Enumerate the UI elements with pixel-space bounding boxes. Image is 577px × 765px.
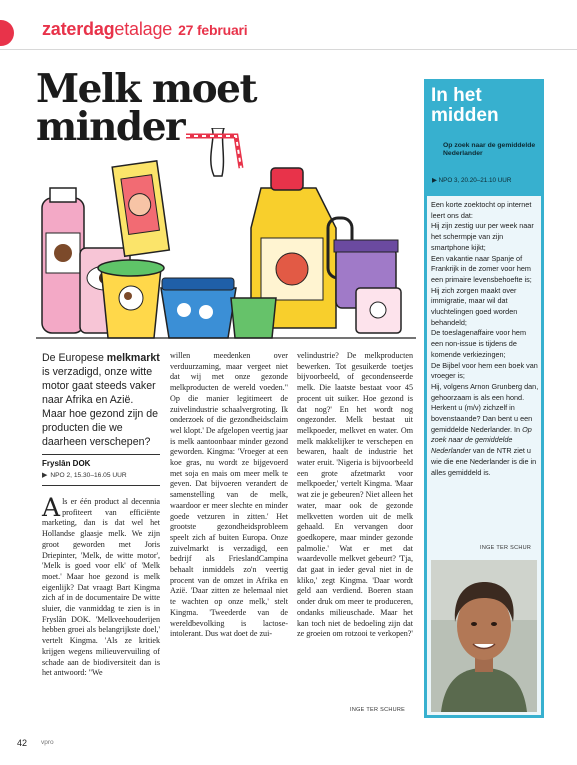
sidebar-line: Een korte zoektocht op internet leert ons dat:: [431, 200, 532, 220]
sidebar-title: [431, 86, 541, 126]
closing-start: Herkent u (m/v) zichzelf in bovenstaande? Dan bent u een gemiddelde Nederlander. In: [431, 403, 533, 434]
intro-text-start: De Europese: [42, 352, 107, 364]
headline-line-2: minder: [36, 104, 185, 150]
program-time: [42, 471, 160, 479]
sidebar-time-text: NPO 3, 20.20–21.10 UUR: [438, 177, 512, 184]
program-info: [42, 454, 160, 479]
sidebar-program-time: [432, 177, 511, 184]
program-time-text: NPO 2, 15.30–16.05 UUR: [50, 472, 127, 479]
sidebar-title-line-1: In het: [431, 85, 482, 106]
article-intro: [42, 351, 160, 449]
column-2-text: willen meedenken over verduurzaming, maar vergeet niet dat wij met onze gezonde melkproducten de wereld voeden." Op die manier legitimeert de zuivelindustrie schaalvergroting. Ik onderzoek of die gezondheidsclaim wel klopt.' De afgelopen veertig jaar is melk aantoonbaar minder gezond geworden. Kingma: 'Vroeger at een koe gras, nu wordt ze bijgevoerd met soja en mais om meer melk te geven. Dat bijvoeren verandert de samenstelling van de melk, waardoor er meer slechte en minder goede vetzuren in zitten.' Het grootste gezondheidsprobleem speelt zich af buiten Europa. Onze zuivelmarkt is verzadigd, een bedrijf als FrieslandCampina behaalt inmiddels zo'n veertig procent van de omzet in Afrika en Azië. 'Daar zitten ze helemaal niet te wachten op onze melk,' stelt Kingma. 'Tweederde van de wereldbevolking is lactose-intolerant. Dus wat doet de zui-: [170, 351, 288, 639]
portrait-photo: [431, 560, 537, 712]
drop-cap: A: [42, 493, 61, 522]
publisher-logo: vpro: [41, 739, 54, 746]
column-3-text: velindustrie? De melkproducten bewerken. Tot gesuikerde toetjes bijvoorbeeld, of gecondenseerde melk. Die laatste bestaat voor 45 procent uit suiker. Hoe gezond is dat nog?' En het wordt nog ongezonder. Melk bestaat uit melkpoeder, melkvet en water. Om melk makkelijker te verschepen en bewaren, haalt de industrie het water eruit. 'Nigeria is bijvoorbeeld een grote afzetmarkt voor melkpoeder,' vertelt Kingma. 'Maar wat zie je gebeuren? Niet alleen het water, maar ook de gezonde melkvetten worden uit de melk gehaald. En vervangen door goedkopere, maar minder gezonde palmolie.' Wat er met dat waardevolle melkvet gebeurt? 'Tja, dat gaat in ieder geval niet in de kliko,' zegt Kingma. 'Daar wordt geld aan verdiend. Boeren staan onder druk om meer te produceren, ondanks milieuschade. Maar het kan toch niet de bedoeling zijn dat ze groeien om rotzooi te verkopen?': [297, 351, 413, 639]
program-divider: [42, 485, 160, 486]
header-accent-tab: [0, 20, 14, 46]
closing-italic-title: Op zoek naar de gemiddelde Nederlander: [431, 424, 532, 456]
program-name: Fryslân DOK: [42, 459, 91, 468]
sidebar-line: Hij zich zorgen maakt over immigratie, maar wil dat vluchtelingen goed worden behandeld;: [431, 285, 518, 327]
sidebar-body: [431, 200, 539, 478]
section-header: [42, 19, 247, 40]
article-author-credit: INGE TER SCHURE: [350, 707, 406, 713]
headline-line-1: Melk moet: [36, 66, 257, 112]
sidebar-author-credit: INGE TER SCHUR: [480, 545, 532, 551]
sidebar-title-line-2: midden: [431, 105, 499, 126]
closing-end: van de NTR ziet u wie die ene Nederlander is die in alles gemiddeld is.: [431, 446, 537, 477]
sidebar-line: De toeslagenaffaire voor hem een non-issue is tijdens de komende verkiezingen;: [431, 328, 526, 359]
sidebar-subtitle: Op zoek naar de gemiddelde Nederlander: [443, 142, 536, 158]
page-number: 42: [17, 738, 28, 748]
sidebar-line: Hij zijn zestig uur per week naar het schermpje van zijn smartphone kijkt;: [431, 221, 534, 252]
article-column-2: [170, 351, 288, 640]
section-name-light: etalage: [114, 19, 173, 39]
column-1-text: ls er één product al decennia profiteert van efficiënte marketing, dan is dat wel het Hollandse glaasje melk. We zijn groot geworden met Joris Driepinter, 'Melk, de witte motor', 'Melk is goed voor elk' of 'Melk moet.' Maar hoe gezond is melk eigenlijk? Dat vraagt Bart Kingma zich af in de documentaire De witte sluier, die vanmiddag te zien is in Fryslân DOK. 'Melkveehouderijen hebben groei als belangrijkste doel,' vertelt Kingma. 'Als ze kritiek krijgen wegens milieuvervuiling of schade aan de biodiversiteit dan is het antwoord: "We: [42, 497, 160, 678]
sidebar-line: Een vakantie naar Spanje of Frankrijk in de zomer voor hem een primaire levensbehoefte is;: [431, 253, 532, 284]
play-arrow-icon: ▶: [432, 177, 437, 184]
section-name-bold: zaterdag: [42, 19, 115, 39]
sidebar-line: De Bijbel voor hem een boek van vroeger is;: [431, 360, 538, 381]
section-date: 27 februari: [178, 22, 248, 38]
header-divider: [0, 49, 577, 50]
sidebar-line: Hij, volgens Arnon Grunberg dan, gehoorzaam is als een hond.: [431, 381, 539, 402]
article-column-1: [42, 493, 160, 679]
play-arrow-icon: ▶: [42, 472, 48, 479]
dairy-products-illustration: [36, 128, 416, 343]
intro-text-end: is verzadigd, onze witte motor gaat steeds vaker naar Afrika en Azië. Maar hoe gezond zijn de producten die we daarheen verschepen?: [42, 366, 159, 448]
sidebar-closing: [431, 403, 539, 478]
article-column-3: [297, 351, 413, 640]
intro-bold-word: melkmarkt: [106, 352, 160, 364]
